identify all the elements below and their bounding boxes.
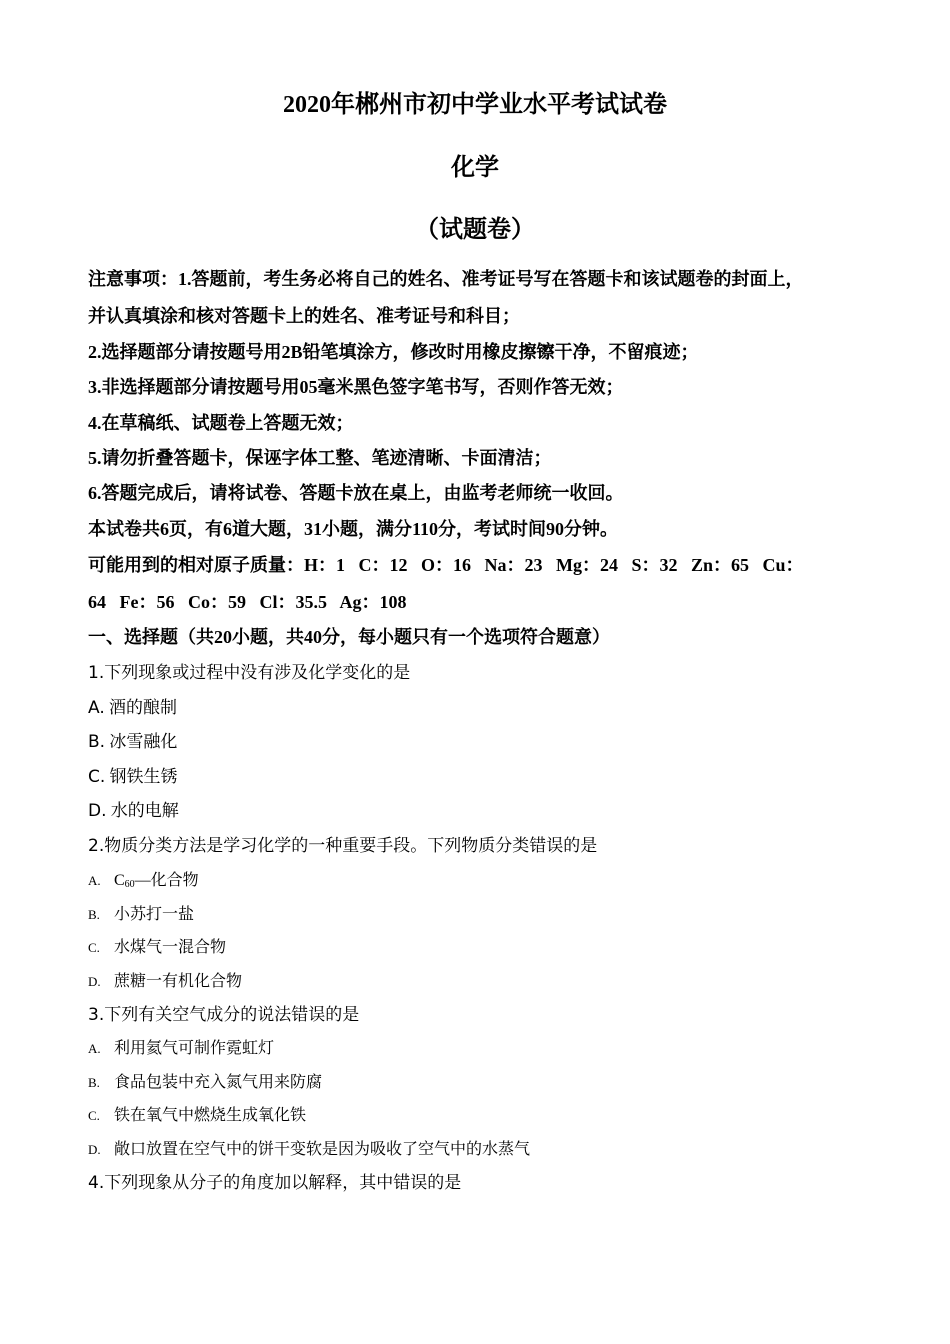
option-text: 铁在氧气中燃烧生成氧化铁: [114, 1107, 307, 1124]
option-text: $C_{60}—$化合物: [114, 872, 199, 890]
paper-type-title: （试题卷）: [415, 217, 535, 243]
option-letter: A.: [88, 1041, 101, 1056]
atomic-mass-line-2: 64 Fe：56 Co：59 Cl：35.5 Ag：108: [88, 592, 407, 612]
question-4: [88, 1172, 461, 1194]
q2-option-a: [88, 870, 199, 896]
question-number: 3.: [88, 1005, 105, 1025]
notice-line-5: 4.在草稿纸、试题卷上答题无效；: [88, 413, 354, 433]
option-letter: B.: [88, 907, 100, 922]
q3-option-d: [88, 1139, 530, 1161]
option-letter: D.: [88, 1142, 101, 1157]
notice-line-1: 注意事项：1.答题前，考生务必将自己的姓名、准考证号写在答题卡和该试题卷的封面上，: [88, 269, 804, 289]
question-stem: 下列现象或过程中没有涉及化学变化的是: [104, 663, 411, 682]
q2-option-d: [88, 971, 242, 993]
notice-line-4: 3.非选择题部分请按题号用05毫米黑色签字笔书写，否则作答无效；: [88, 377, 624, 397]
question-number: 2.: [88, 836, 105, 856]
question-stem: 下列有关空气成分的说法错误的是: [104, 1005, 360, 1024]
question-3: [88, 1004, 359, 1026]
question-stem: 下列现象从分子的角度加以解释，其中错误的是: [104, 1173, 462, 1192]
option-letter: C.: [88, 940, 100, 955]
option-letter: B.: [88, 1075, 100, 1090]
q3-option-c: [88, 1105, 306, 1127]
notice-line-7: 6.答题完成后，请将试卷、答题卡放在桌上，由监考老师统一收回。: [88, 483, 624, 503]
q1-option-b: [88, 731, 177, 753]
option-letter: C.: [88, 767, 106, 787]
exam-title: 2020年郴州市初中学业水平考试试卷: [283, 92, 667, 118]
question-stem: 物质分类方法是学习化学的一种重要手段。下列物质分类错误的是: [104, 836, 598, 855]
option-text: 水的电解: [110, 801, 179, 820]
option-text: 敞口放置在空气中的饼干变软是因为吸收了空气中的水蒸气: [114, 1141, 531, 1158]
option-letter: B.: [88, 732, 106, 752]
option-text: 水煤气一混合物: [114, 939, 227, 956]
question-2: [88, 835, 597, 857]
question-number: 1.: [88, 663, 105, 683]
question-1: [88, 662, 410, 684]
q2-option-b: [88, 904, 194, 926]
section-heading: 一、选择题（共20小题，共40分，每小题只有一个选项符合题意）: [88, 627, 610, 647]
q3-option-b: [88, 1072, 322, 1094]
q2-option-c: [88, 937, 226, 959]
question-number: 4.: [88, 1173, 105, 1193]
q3-option-a: [88, 1038, 274, 1060]
option-letter: A.: [88, 873, 101, 888]
option-letter: C.: [88, 1108, 100, 1123]
option-text: 食品包装中充入氮气用来防腐: [114, 1074, 323, 1091]
notice-line-6: 5.请勿折叠答题卡，保诬字体工整、笔迹清晰、卡面清洁；: [88, 448, 552, 468]
option-letter: D.: [88, 974, 101, 989]
q1-option-d: [88, 800, 179, 822]
atomic-mass-line-1: 可能用到的相对原子质量：H：1 C：12 O：16 Na：23 Mg：24 S：32 Zn：65 Cu：: [88, 555, 804, 575]
q1-option-a: [88, 697, 177, 719]
notice-line-8: 本试卷共6页，有6道大题，31小题，满分110分，考试时间90分钟。: [88, 519, 619, 539]
q1-option-c: [88, 766, 178, 788]
option-text: 蔗糖一有机化合物: [114, 973, 243, 990]
option-text: 钢铁生锈: [109, 767, 178, 786]
option-letter: D.: [88, 801, 107, 821]
option-text: 酒的酿制: [108, 698, 177, 717]
option-text: 冰雪融化: [109, 732, 178, 751]
option-text: 利用氦气可制作霓虹灯: [114, 1040, 275, 1057]
subject-title: 化学: [451, 155, 499, 181]
notice-line-3: 2.选择题部分请按题号用2B铅笔填涂方，修改时用橡皮擦镲干净，不留痕迹；: [88, 342, 699, 362]
option-text: 小苏打一盐: [114, 906, 195, 923]
notice-line-2: 并认真填涂和核对答题卡上的姓名、准考证号和科目；: [88, 306, 520, 326]
option-letter: A.: [88, 698, 105, 718]
